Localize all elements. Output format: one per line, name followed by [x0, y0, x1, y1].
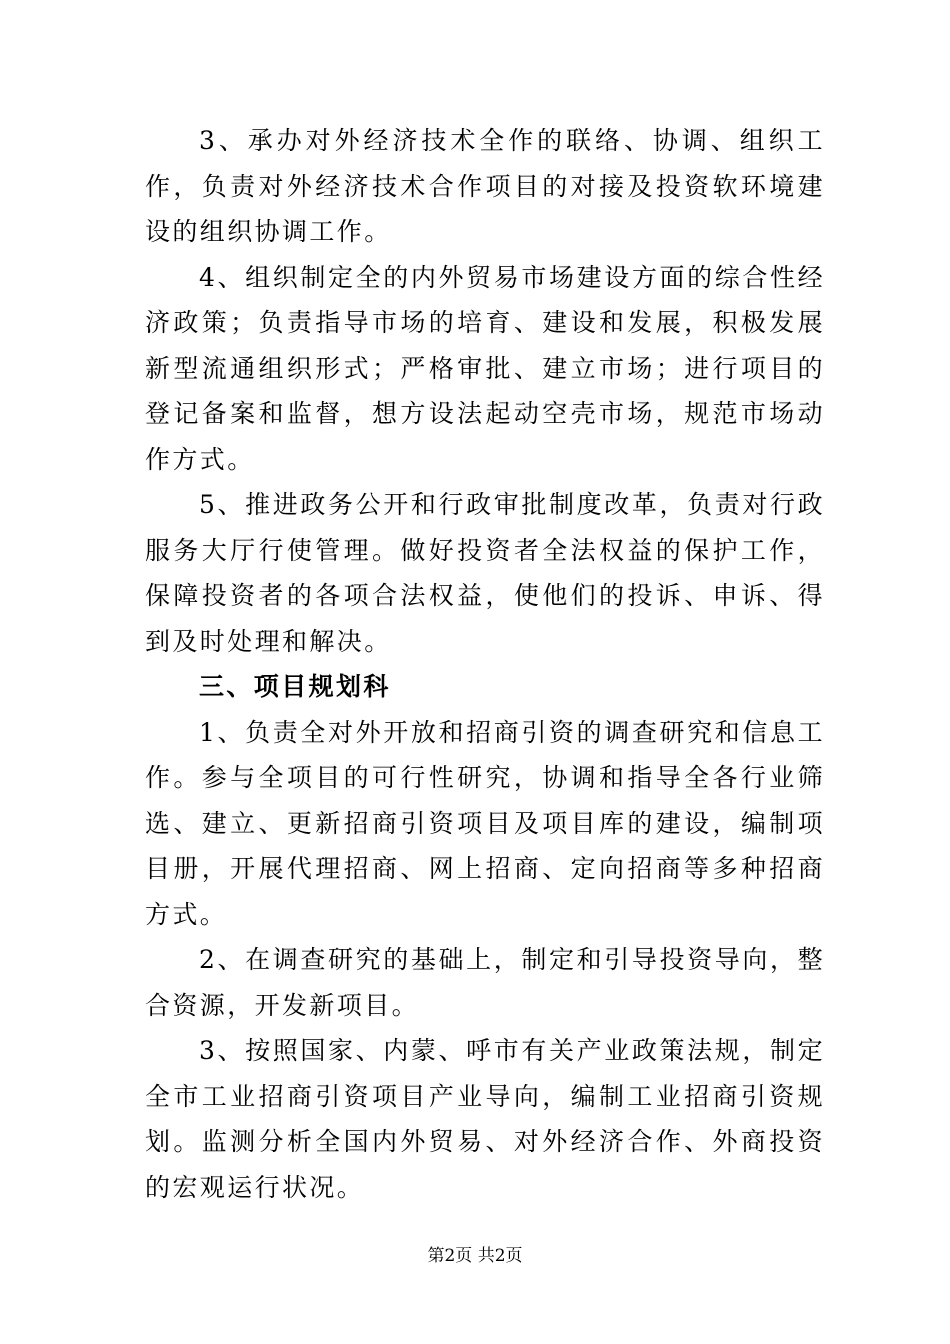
section-heading-project-planning: 三、项目规划科 — [199, 672, 391, 701]
page-footer: 第2页 共2页 — [427, 1246, 523, 1266]
document-body — [145, 118, 825, 1210]
paragraph-item-3-industry: 3、按照国家、内蒙、呼市有关产业政策法规，制定全市工业招商引资项目产业导向，编制工业招商引资规划。监测分析全国内外贸易、对外经济合作、外商投资的宏观运行状况。 — [145, 1036, 825, 1202]
paragraph-item-5-reform: 5、推进政务公开和行政审批制度改革，负责对行政服务大厅行使管理。做好投资者全法权益的保护工作，保障投资者的各项合法权益，使他们的投诉、申诉、得到及时处理和解决。 — [145, 490, 825, 656]
paragraph-item-3-liaison: 3、承办对外经济技术全作的联络、协调、组织工作，负责对外经济技术合作项目的对接及投资软环境建设的组织协调工作。 — [145, 126, 825, 246]
paragraph-item-2-investment: 2、在调查研究的基础上，制定和引导投资导向，整合资源，开发新项目。 — [145, 945, 825, 1020]
paragraph-item-4-market: 4、组织制定全的内外贸易市场建设方面的综合性经济政策；负责指导市场的培育、建设和发展，积极发展新型流通组织形式；严格审批、建立市场；进行项目的登记备案和监督，想方设法起动空壳市场，规范市场动作方式。 — [145, 262, 825, 474]
paragraph-item-1-research: 1、负责全对外开放和招商引资的调查研究和信息工作。参与全项目的可行性研究，协调和指导全各行业筛选、建立、更新招商引资项目及项目库的建设，编制项目册，开展代理招商、网上招商、定向招商等多种招商方式。 — [145, 717, 825, 929]
